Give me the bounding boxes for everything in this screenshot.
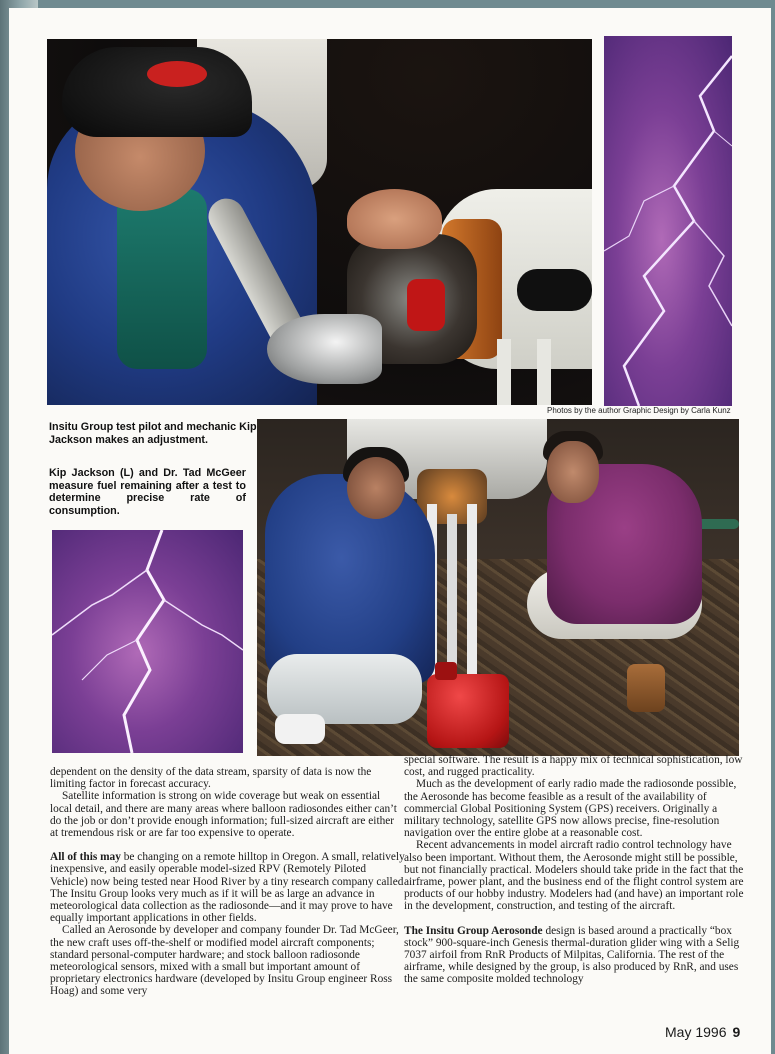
article-column-right [404, 754, 744, 986]
photo-shape [497, 339, 511, 405]
article-column-left [50, 766, 405, 998]
paragraph-text: be changing on a remote hilltop in Oregon. A small, relatively inexpensive, and easily operable model-sized RPV (Remotely Piloted Vehicle) now being tested near Hood River by a tiny research company called The Insitu Group looks very much as if it will be as large an advance in meteorological data collection as the radiosonde—and it may prove to have equally important applications in other fields. [50, 851, 405, 925]
lead-in: All of this may [50, 851, 121, 864]
photo-shape [347, 189, 442, 249]
paragraph: dependent on the density of the data stream, sparsity of data is now the limiting factor in forecast accuracy. [50, 766, 372, 791]
photo-shape [517, 269, 592, 311]
paragraph: Recent advancements in model aircraft radio control technology have also been important. Without them, the Aerosonde might still be possible, but not financially practical. Modelers should take pride in the fact that the airframe, power plant, and the business end of the flight control system are products of our hobby industry. Modelers had (and have) an important role in the development, construction, and testing of the aircraft. [404, 839, 744, 913]
lightning-image-top [604, 36, 732, 406]
photo-fuel-measurement [257, 419, 739, 756]
photo-shape [267, 314, 382, 384]
paragraph: special software. The result is a happy mix of technical sophistication, low cost, and rugged practicality. [404, 754, 743, 779]
photo-shape [347, 457, 405, 519]
photo-shape [147, 61, 207, 87]
paragraph [50, 851, 405, 924]
photo-shape [265, 474, 435, 684]
photo-caption-top: Insitu Group test pilot and mechanic Kip Jackson makes an adjustment. [49, 421, 257, 446]
photo-mechanic-adjustment [47, 39, 592, 405]
photo-shape [417, 469, 487, 524]
photo-shape [627, 664, 665, 712]
photo-shape [275, 714, 325, 744]
page-footer [665, 1024, 740, 1040]
photo-shape [427, 674, 509, 748]
page-number: 9 [732, 1024, 741, 1040]
paragraph: Called an Aerosonde by developer and company founder Dr. Tad McGeer, the new craft uses off-the-shelf or modified model aircraft components; standard personal-computer hardware; and stock balloon radiosonde meteorological sensors, mixed with a small but important amount of proprietary electronics hardware (developed by Insitu Group engineer Ross Hoag) and some very [50, 924, 399, 998]
paragraph: Satellite information is strong on wide coverage but weak on essential local detail, and there are many areas where balloon radiosondes either can’t do the job or don’t provide enough information; full-sized aircraft are either at tremendous risk or are far too expensive to operate. [50, 790, 397, 840]
magazine-page [9, 8, 771, 1054]
photo-credit: Photos by the author Graphic Design by Carla Kunz [547, 406, 731, 415]
lightning-image-left [52, 530, 243, 753]
photo-shape [407, 279, 445, 331]
paragraph [404, 925, 744, 986]
photo-shape [547, 441, 599, 503]
photo-shape [435, 662, 457, 680]
issue-date: May 1996 [665, 1024, 727, 1040]
photo-shape [62, 47, 252, 137]
lightning-bolt-icon [52, 530, 243, 753]
lead-in: The Insitu Group Aerosonde [404, 924, 543, 937]
paragraph: Much as the development of early radio made the radiosonde possible, the Aerosonde has become feasible as a result of the availability of commercial Global Positioning System (GPS) receivers. Originally a military technology, satellite GPS now allows precise, fine-resolution navigation over the entire globe at a reasonable cost. [404, 778, 737, 840]
lightning-bolt-icon [604, 36, 732, 406]
paragraph-text: design is based around a practically “box stock” 900-square-inch Genesis thermal-duration glider wing with a Selig 7037 airfoil from RnR Products of Milpitas, California. The rest of the airframe, while designed by the group, is also produced by RnR, and uses the same composite molded technology [404, 924, 740, 986]
photo-caption-bottom: Kip Jackson (L) and Dr. Tad McGeer measure fuel remaining after a test to determine precise rate of consumption. [49, 467, 246, 517]
photo-shape [117, 189, 207, 369]
